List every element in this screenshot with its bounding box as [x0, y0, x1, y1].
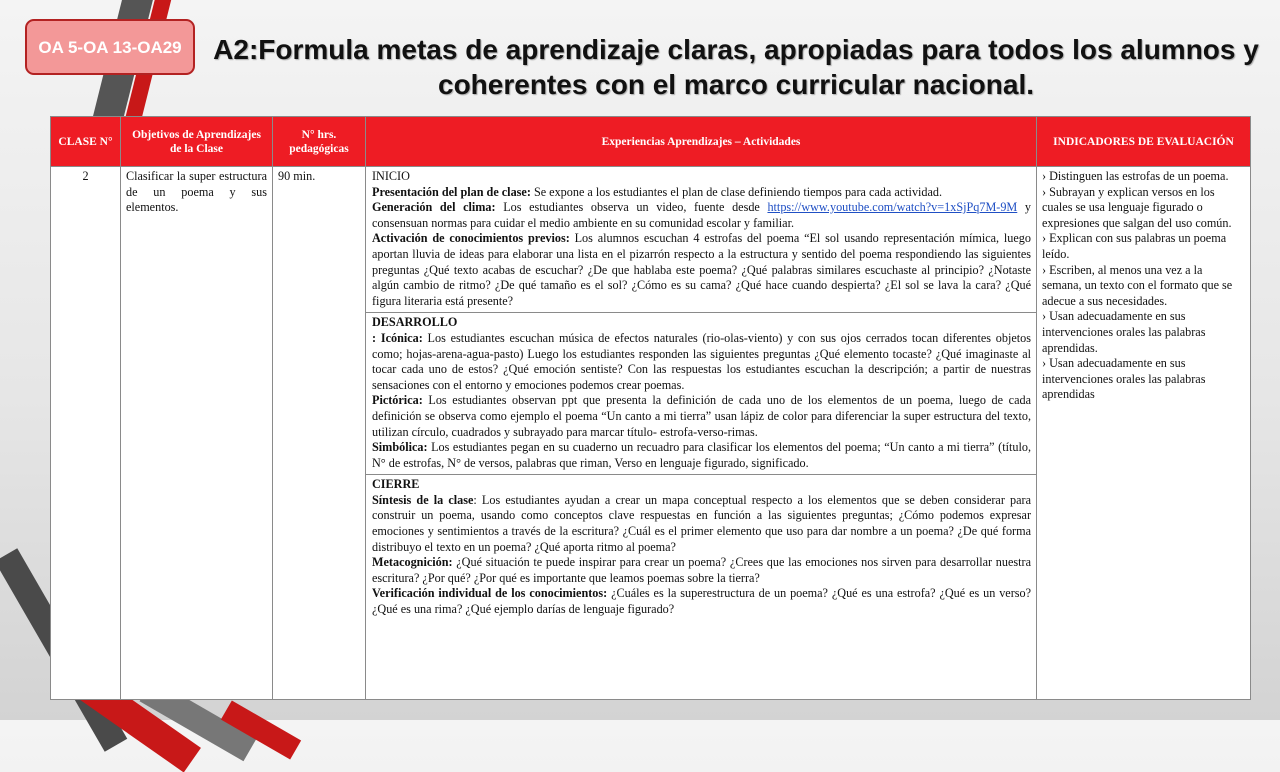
- indicador-item: › Usan adecuadamente en sus intervenciones orales las palabras aprendidas: [1042, 356, 1206, 402]
- cierre-sintesis: Síntesis de la clase: Los estudiantes ayudan a crear un mapa conceptual respecto a los elementos que se deben considerar para construir un poema, usando como conceptos clave respuestas en función a las siguientes preguntas; ¿Cómo podemos expresar emociones y sentimientos a través de la escritura? ¿Cuál es el primer elemento que uso para dar nombre a un poema? ¿De qué forma distribuyo el texto en un poema? ¿Qué aporta ritmo al poema?: [372, 492, 1031, 554]
- indicador-item: › Explican con sus palabras un poema leído.: [1042, 231, 1227, 261]
- inicio-presentacion: Presentación del plan de clase: Se expone a los estudiantes el plan de clase definiendo tiempos para cada actividad.: [372, 184, 943, 199]
- desarrollo-pictorica: Pictórica: Los estudiantes observan ppt que presenta la definición de cada uno de los elementos de un poema, luego de cada definición se observa como ejemplo el poema “Un canto a mi tierra” usan lápiz de color para diferenciar la super estructura del texto, utilizan círculo, cuadrados y subrayado para marcar título- estrofa-verso-rimas.: [372, 393, 1031, 439]
- cell-indicadores: [1037, 167, 1251, 700]
- desarrollo-iconica: : Icónica: Los estudiantes escuchan música de efectos naturales (rio-olas-viento) y con sus ojos cerrados tocan diferentes objetos como; hojas-arena-agua-pasto) Luego los estudiantes responden las siguientes preguntas ¿Qué elemento tocaste? ¿Qué imaginaste al tocar cada uno de estos? ¿Qué emoción sentiste? Con las respuestas los estudiantes escuchan la descripción; a partir de nuestras sensaciones con el entorno y emociones podemos crear poemas.: [372, 330, 1031, 392]
- section-desarrollo: [366, 313, 1036, 475]
- video-link[interactable]: https://www.youtube.com/watch?v=1xSjPq7M-9M: [767, 200, 1018, 215]
- cierre-verificacion: Verificación individual de los conocimientos: ¿Cuáles es la superestructura de un poema? ¿Qué es una estrofa? ¿Qué es un verso? ¿Qué es una rima? ¿Qué ejemplo darías de lenguaje figurado?: [372, 586, 1031, 617]
- header-experiencias: Experiencias Aprendizajes – Actividades: [366, 117, 1037, 167]
- section-cierre: [366, 475, 1036, 620]
- header-indicadores: INDICADORES DE EVALUACIÓN: [1037, 117, 1251, 167]
- cell-clase: 2: [51, 167, 121, 700]
- cell-horas: 90 min.: [273, 167, 366, 700]
- lesson-plan-table: [50, 116, 1251, 700]
- desarrollo-simbolica: Simbólica: Los estudiantes pegan en su cuaderno un recuadro para clasificar los elementos del poema; “Un canto a mi tierra” (título, N° de estrofas, N° de versos, palabras que riman, Verso en lenguaje figurado, significado.: [372, 440, 1031, 470]
- header-objetivos: Objetivos de Aprendizajes de la Clase: [121, 117, 273, 167]
- indicador-item: › Distinguen las estrofas de un poema.: [1042, 169, 1229, 183]
- indicador-item: › Usan adecuadamente en sus intervenciones orales las palabras aprendidas.: [1042, 309, 1206, 355]
- header-horas: N° hrs. pedagógicas: [273, 117, 366, 167]
- indicador-item: › Subrayan y explican versos en los cuales se usa lenguaje figurado o expresiones que salgan del uso común.: [1042, 184, 1232, 230]
- section-inicio: [366, 167, 1036, 313]
- slide-title: A2:Formula metas de aprendizaje claras, apropiadas para todos los alumnos y coherentes con el marco curricular nacional.: [213, 34, 1259, 100]
- indicador-item: › Escriben, al menos una vez a la semana, un texto con el formato que se adecue a sus necesidades.: [1042, 262, 1233, 308]
- oa-badge: OA 5-OA 13-OA29: [25, 19, 195, 75]
- header-clase: CLASE N°: [51, 117, 121, 167]
- table-header-row: [51, 117, 1251, 167]
- cell-objetivo: Clasificar la super estructura de un poema y sus elementos.: [121, 167, 273, 700]
- table-row: [51, 167, 1251, 700]
- desarrollo-heading: DESARROLLO: [372, 315, 458, 330]
- inicio-heading: INICIO: [372, 169, 410, 183]
- inicio-activacion: Activación de conocimientos previos: Los alumnos escuchan 4 estrofas del poema “El sol usando representación mímica, luego aportan lluvia de ideas para elaborar una lista en el pizarrón respecto a la estructura y sentido del poema respondiendo las siguientes preguntas ¿Qué texto acabas de escuchar? ¿De que hablaba este poema? ¿Qué palabras similares escuchaste al principio? ¿Notaste algún cambio de ritmo? ¿De qué tamaño es el sol? ¿Cómo es su cama? ¿Qué hace cuando despierta? ¿El sol se lava la cara? ¿Qué figura literaria está presente?: [372, 231, 1031, 308]
- cierre-heading: CIERRE: [372, 477, 420, 492]
- inicio-generacion: Generación del clima: Los estudiantes observa un video, fuente desde https://www.youtube.com/watch?v=1xSjPq7M-9M y consensuan normas para cuidar el medio ambiente en su comunidad escolar y familiar.: [372, 200, 1032, 230]
- cierre-metacognicion: Metacognición: ¿Qué situación te puede inspirar para crear un poema? ¿Crees que las emociones nos sirven para desarrollar nuestra escritura? ¿Por qué? ¿Por qué es importante que leamos poemas sobre la tierra?: [372, 555, 1031, 585]
- cell-actividades: [366, 167, 1037, 700]
